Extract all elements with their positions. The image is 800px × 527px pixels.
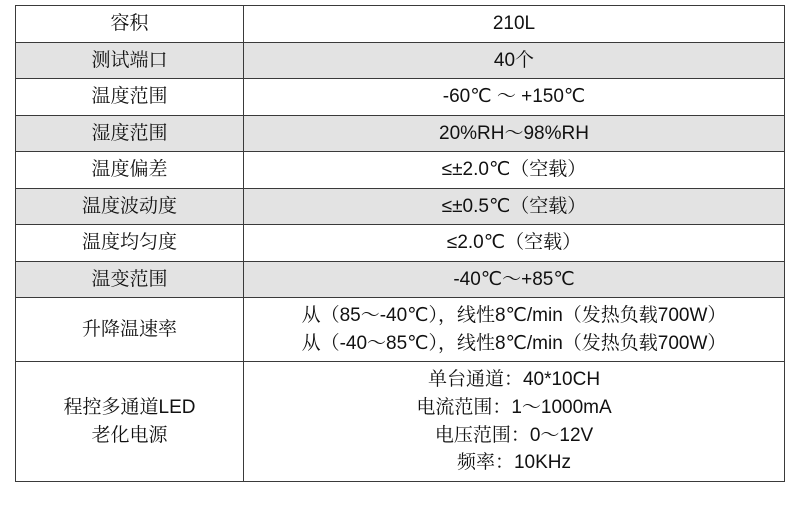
- row-value: [244, 298, 785, 362]
- row-value: ≤±0.5℃（空载）: [244, 188, 785, 225]
- row-value: 210L: [244, 6, 785, 43]
- table-row: [16, 362, 785, 481]
- row-label-line: 老化电源: [91, 424, 168, 446]
- table-row: [16, 79, 785, 116]
- table-row: [16, 115, 785, 152]
- row-label: 温变范围: [16, 261, 244, 298]
- row-label: 温度波动度: [16, 188, 244, 225]
- row-label: 温度范围: [16, 79, 244, 116]
- table-row: [16, 261, 785, 298]
- row-label: 湿度范围: [16, 115, 244, 152]
- row-value: ≤±2.0℃（空载）: [244, 152, 785, 189]
- row-label: 测试端口: [16, 42, 244, 79]
- row-value-line: 从（85～-40℃），线性8℃/min（发热负载700W）: [301, 305, 727, 327]
- row-value-line: 频率：10KHz: [456, 452, 572, 474]
- row-value-line: 从（-40～85℃），线性8℃/min（发热负载700W）: [301, 332, 727, 354]
- row-value: 40个: [244, 42, 785, 79]
- row-value-line: 电流范围：1～1000mA: [416, 397, 612, 419]
- row-value: -40℃～+85℃: [244, 261, 785, 298]
- table-row: [16, 152, 785, 189]
- row-value: [244, 362, 785, 481]
- row-label: 容积: [16, 6, 244, 43]
- row-label: [16, 362, 244, 481]
- specification-table: [15, 5, 785, 482]
- row-label: 温度均匀度: [16, 225, 244, 262]
- row-value: ≤2.0℃（空载）: [244, 225, 785, 262]
- table-row: [16, 42, 785, 79]
- table-row: [16, 225, 785, 262]
- table-row: [16, 6, 785, 43]
- row-label: 升降温速率: [16, 298, 244, 362]
- row-label-line: 程控多通道LED: [63, 397, 196, 419]
- row-value-line: 电压范围：0～12V: [434, 424, 594, 446]
- row-value: 20%RH～98%RH: [244, 115, 785, 152]
- row-value: -60℃ ～ +150℃: [244, 79, 785, 116]
- table-row: [16, 188, 785, 225]
- row-value-line: 单台通道：40*10CH: [427, 369, 601, 391]
- table-row: [16, 298, 785, 362]
- row-label: 温度偏差: [16, 152, 244, 189]
